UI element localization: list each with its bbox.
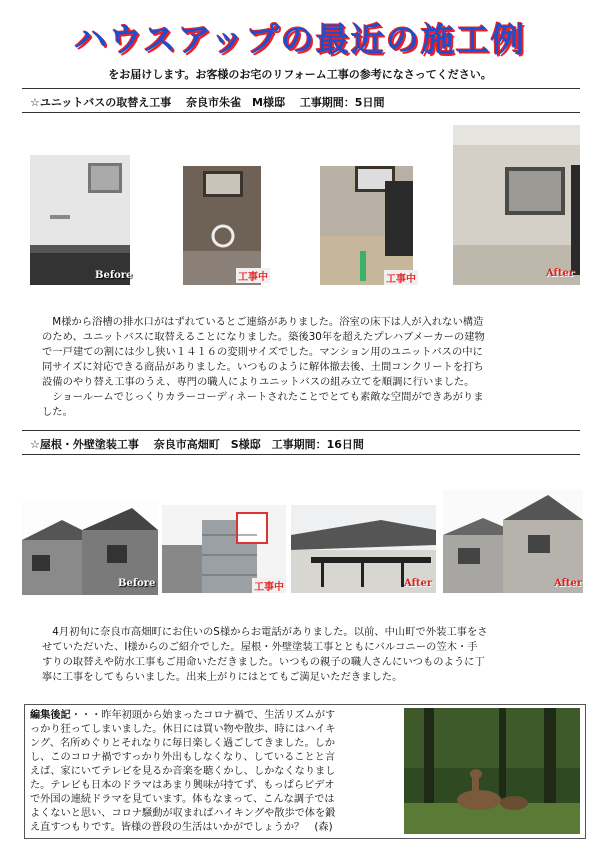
section1-text-line: ショールームでじっくりカラーコーディネートされたことでとても素敵な空間ができあがりま	[42, 391, 484, 403]
postscript-line: で外国の連続ドラマを見ています。体もなまって、こんな調子では	[30, 794, 335, 805]
section2-caption-1: Before	[118, 578, 156, 589]
divider	[22, 430, 580, 431]
postscript-photo-deer	[404, 708, 580, 834]
page-subtitle: をお届けします。お客様のお宅のリフォーム工事の参考になさってください。	[108, 68, 492, 81]
postscript-line: た。テレビも日本のドラマはあまり興味が持てず、もっぱらビデオ	[30, 780, 335, 791]
section1-photo-after	[453, 125, 580, 285]
section2-text-line: 寧に工事をしてもらいました。出来上がりにはとてもご満足いただきました。	[42, 671, 403, 683]
postscript-line: よくないと思い、コロナ騒動が収まればハイキングや散歩で体を鍛	[30, 808, 336, 819]
divider	[22, 454, 580, 455]
section2-text-line: せていただいた、I様からのご紹介でした。屋根・外壁塗装工事とともにバルコニーの笠木・手	[42, 641, 478, 653]
page-title: ハウスアップの最近の施工例	[74, 20, 526, 59]
postscript-line: し、このコロナ禍ですっかり外出もしなくなり、していることと言	[30, 752, 336, 763]
section2-text	[42, 625, 592, 685]
divider	[22, 112, 580, 113]
section1-caption-3: 工事中	[384, 270, 418, 285]
postscript-line: ・・・昨年初頭から始まったコロナ禍で、生活リズムがす	[70, 710, 336, 721]
section1-heading: ☆ユニットバスの取替え工事 奈良市朱雀 M様邸 工事期間：5日間	[30, 96, 385, 109]
postscript-text	[30, 709, 400, 835]
section1-text-line: のため、ユニットバスに取替えることになりました。築後30年を超えたプレハブメーカーの建物	[42, 331, 485, 343]
postscript-line: えば、家にいてテレビを見るか音楽を聴くかし、しかなくなりまし	[30, 766, 336, 777]
divider	[22, 88, 580, 89]
section2-heading: ☆屋根・外壁塗装工事 奈良市高畑町 S様邸 工事期間：16日間	[30, 438, 364, 451]
section2-caption-4: After	[554, 578, 583, 589]
section1-caption-4: After	[546, 268, 575, 279]
postscript-line: っかり狂ってしまいました。休日には買い物や散歩、時にはハイキ	[30, 724, 336, 735]
section1-photo-construction-2	[320, 166, 413, 285]
postscript-line: え直すつもりです。皆様の普段の生活はいかがでしょうか？ (森)	[30, 822, 333, 833]
section1-caption-1: Before	[95, 270, 133, 281]
section1-text-line: 設備のやり替え工事のうえ、専門の職人によりユニットバスの組み立てを順調に行いました。	[42, 376, 475, 388]
section2-caption-2: 工事中	[252, 578, 286, 593]
section2-text-line: すりの取替えや防水工事もご用命いただきました。いつもの親子の職人さんにいつものように丁	[42, 656, 485, 668]
section1-caption-2: 工事中	[236, 268, 270, 283]
section1-text	[42, 315, 592, 420]
section1-text-line: した。	[42, 406, 73, 418]
postscript-line: ング、名所めぐりとそれなりに毎日楽しく過ごしてきました。しか	[30, 738, 336, 749]
postscript-label: 編集後記	[30, 710, 71, 721]
section1-text-line: M様から浴槽の排水口がはずれているとご連絡がありました。浴室の床下は人が入れない構造	[42, 316, 484, 328]
section2-text-line: 4月初旬に奈良市高畑町にお住いのS様からお電話がありました。以前、中山町で外装工事をさ	[42, 626, 488, 638]
section1-photo-before	[30, 155, 133, 285]
section2-caption-3: After	[404, 578, 433, 589]
section1-text-line: で一戸建ての割には少し狭い１４１６の変則サイズでした。マンション用のユニットバスの中に	[42, 346, 483, 358]
section1-text-line: 同サイズに対応できる商品がありました。いつものように解体撤去後、土間コンクリートを打ち	[42, 361, 484, 373]
